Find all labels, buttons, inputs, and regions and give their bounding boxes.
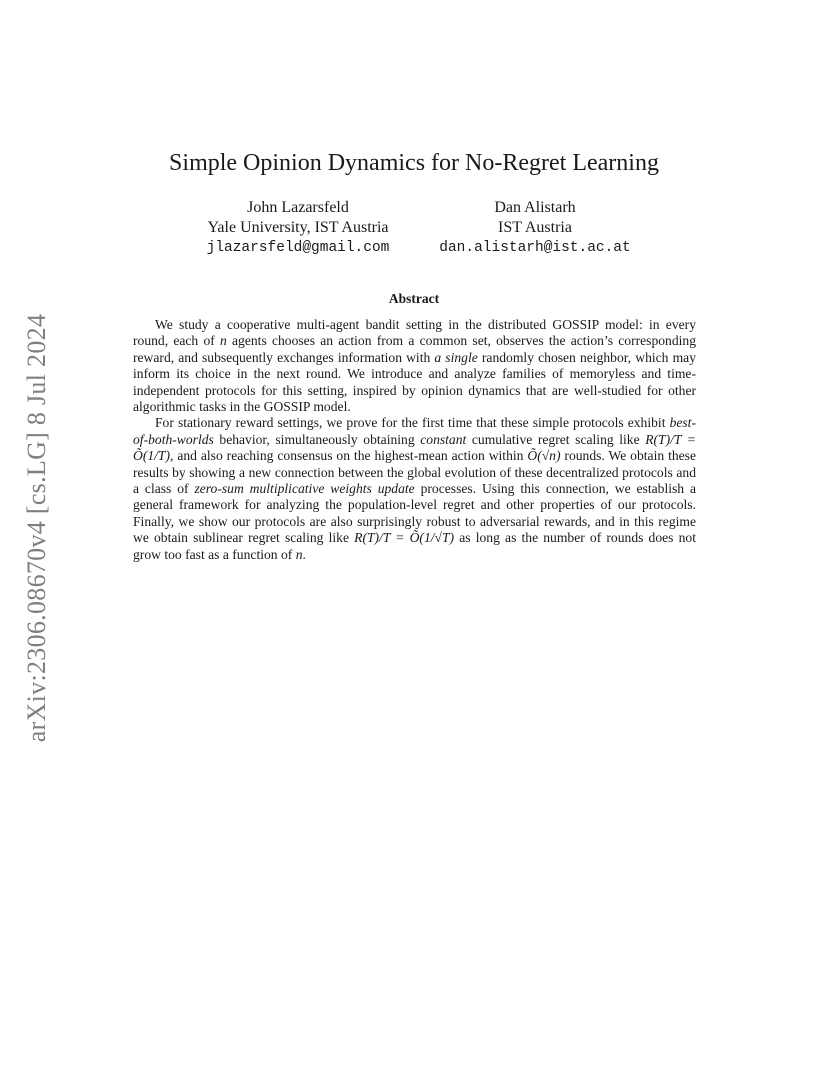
abstract-paragraph-2	[133, 415, 696, 563]
abstract-p2-text-3: cumulative regret scaling like	[466, 431, 646, 447]
abstract-p2-text-8: .	[302, 546, 306, 562]
author-2-email: dan.alistarh@ist.ac.at	[439, 240, 631, 256]
abstract-p2-emphasis-3: zero-sum multiplicative weights update	[194, 481, 415, 497]
math-regret-constant: R(T)/T = Õ(1/T)	[133, 431, 696, 464]
abstract-p2-text-2: behavior, simultaneously obtaining	[213, 431, 421, 447]
author-1-affiliation: Yale University, IST Austria	[207, 219, 389, 236]
abstract-p2-text-5: rounds. We obtain these results by showing a new connection between the global evolution of these decentralized protocols and a class of	[133, 448, 697, 497]
abstract-heading: Abstract	[388, 291, 440, 306]
author-1-name: John Lazarsfeld	[247, 199, 349, 216]
abstract-p1-emphasis-1: a single	[434, 349, 478, 365]
abstract-p2-emphasis-1: best-of-both-worlds	[133, 415, 696, 447]
abstract-p2-emphasis-2: constant	[420, 431, 467, 447]
abstract-p2-text-7: as long as the number of rounds does not grow too fast as a function of	[133, 530, 696, 562]
author-1-email: jlazarsfeld@gmail.com	[206, 240, 390, 256]
math-consensus-time: Õ(√n)	[527, 448, 561, 464]
paper-title: Simple Opinion Dynamics for No-Regret Learning	[169, 150, 659, 176]
arxiv-identifier: arXiv:2306.08670v4 [cs.LG] 8 Jul 2024	[22, 313, 51, 743]
abstract-p1-text-2: agents chooses an action from a common set, observes the action’s corresponding reward, and subsequently exchanges information with	[133, 333, 696, 365]
abstract-p2-text-4: , and also reaching consensus on the highest-mean action within	[170, 448, 528, 464]
author-2	[430, 198, 640, 258]
abstract-p2-text-6: processes. Using this connection, we establish a general framework for analyzing the population-level regret and other properties of our protocols. Finally, we show our protocols are also surprisingly robust to adversarial rewards, and in this regime we obtain sublinear regret scaling like	[133, 481, 696, 546]
abstract-p1-text-1: We study a cooperative multi-agent bandit setting in the distributed GOSSIP model: in every round, each of	[133, 317, 696, 349]
math-n-final: n	[295, 546, 303, 562]
abstract-body	[133, 317, 696, 563]
author-1	[180, 198, 416, 258]
abstract-paragraph-1	[133, 317, 696, 415]
abstract-p2-text-1: For stationary reward settings, we prove for the first time that these simple protocols exhibit	[155, 415, 670, 431]
author-2-affiliation: IST Austria	[498, 219, 572, 236]
author-2-name: Dan Alistarh	[494, 199, 576, 216]
math-regret-sublinear: R(T)/T = Õ(1/√T)	[354, 530, 455, 546]
math-n: n	[220, 333, 227, 349]
abstract-p1-text-3: randomly chosen neighbor, which may inform its choice in the next round. We introduce and analyze families of memoryless and time-independent protocols for this setting, inspired by opinion dynamics that are well-studied for other algorithmic tasks in the GOSSIP model.	[133, 349, 697, 415]
